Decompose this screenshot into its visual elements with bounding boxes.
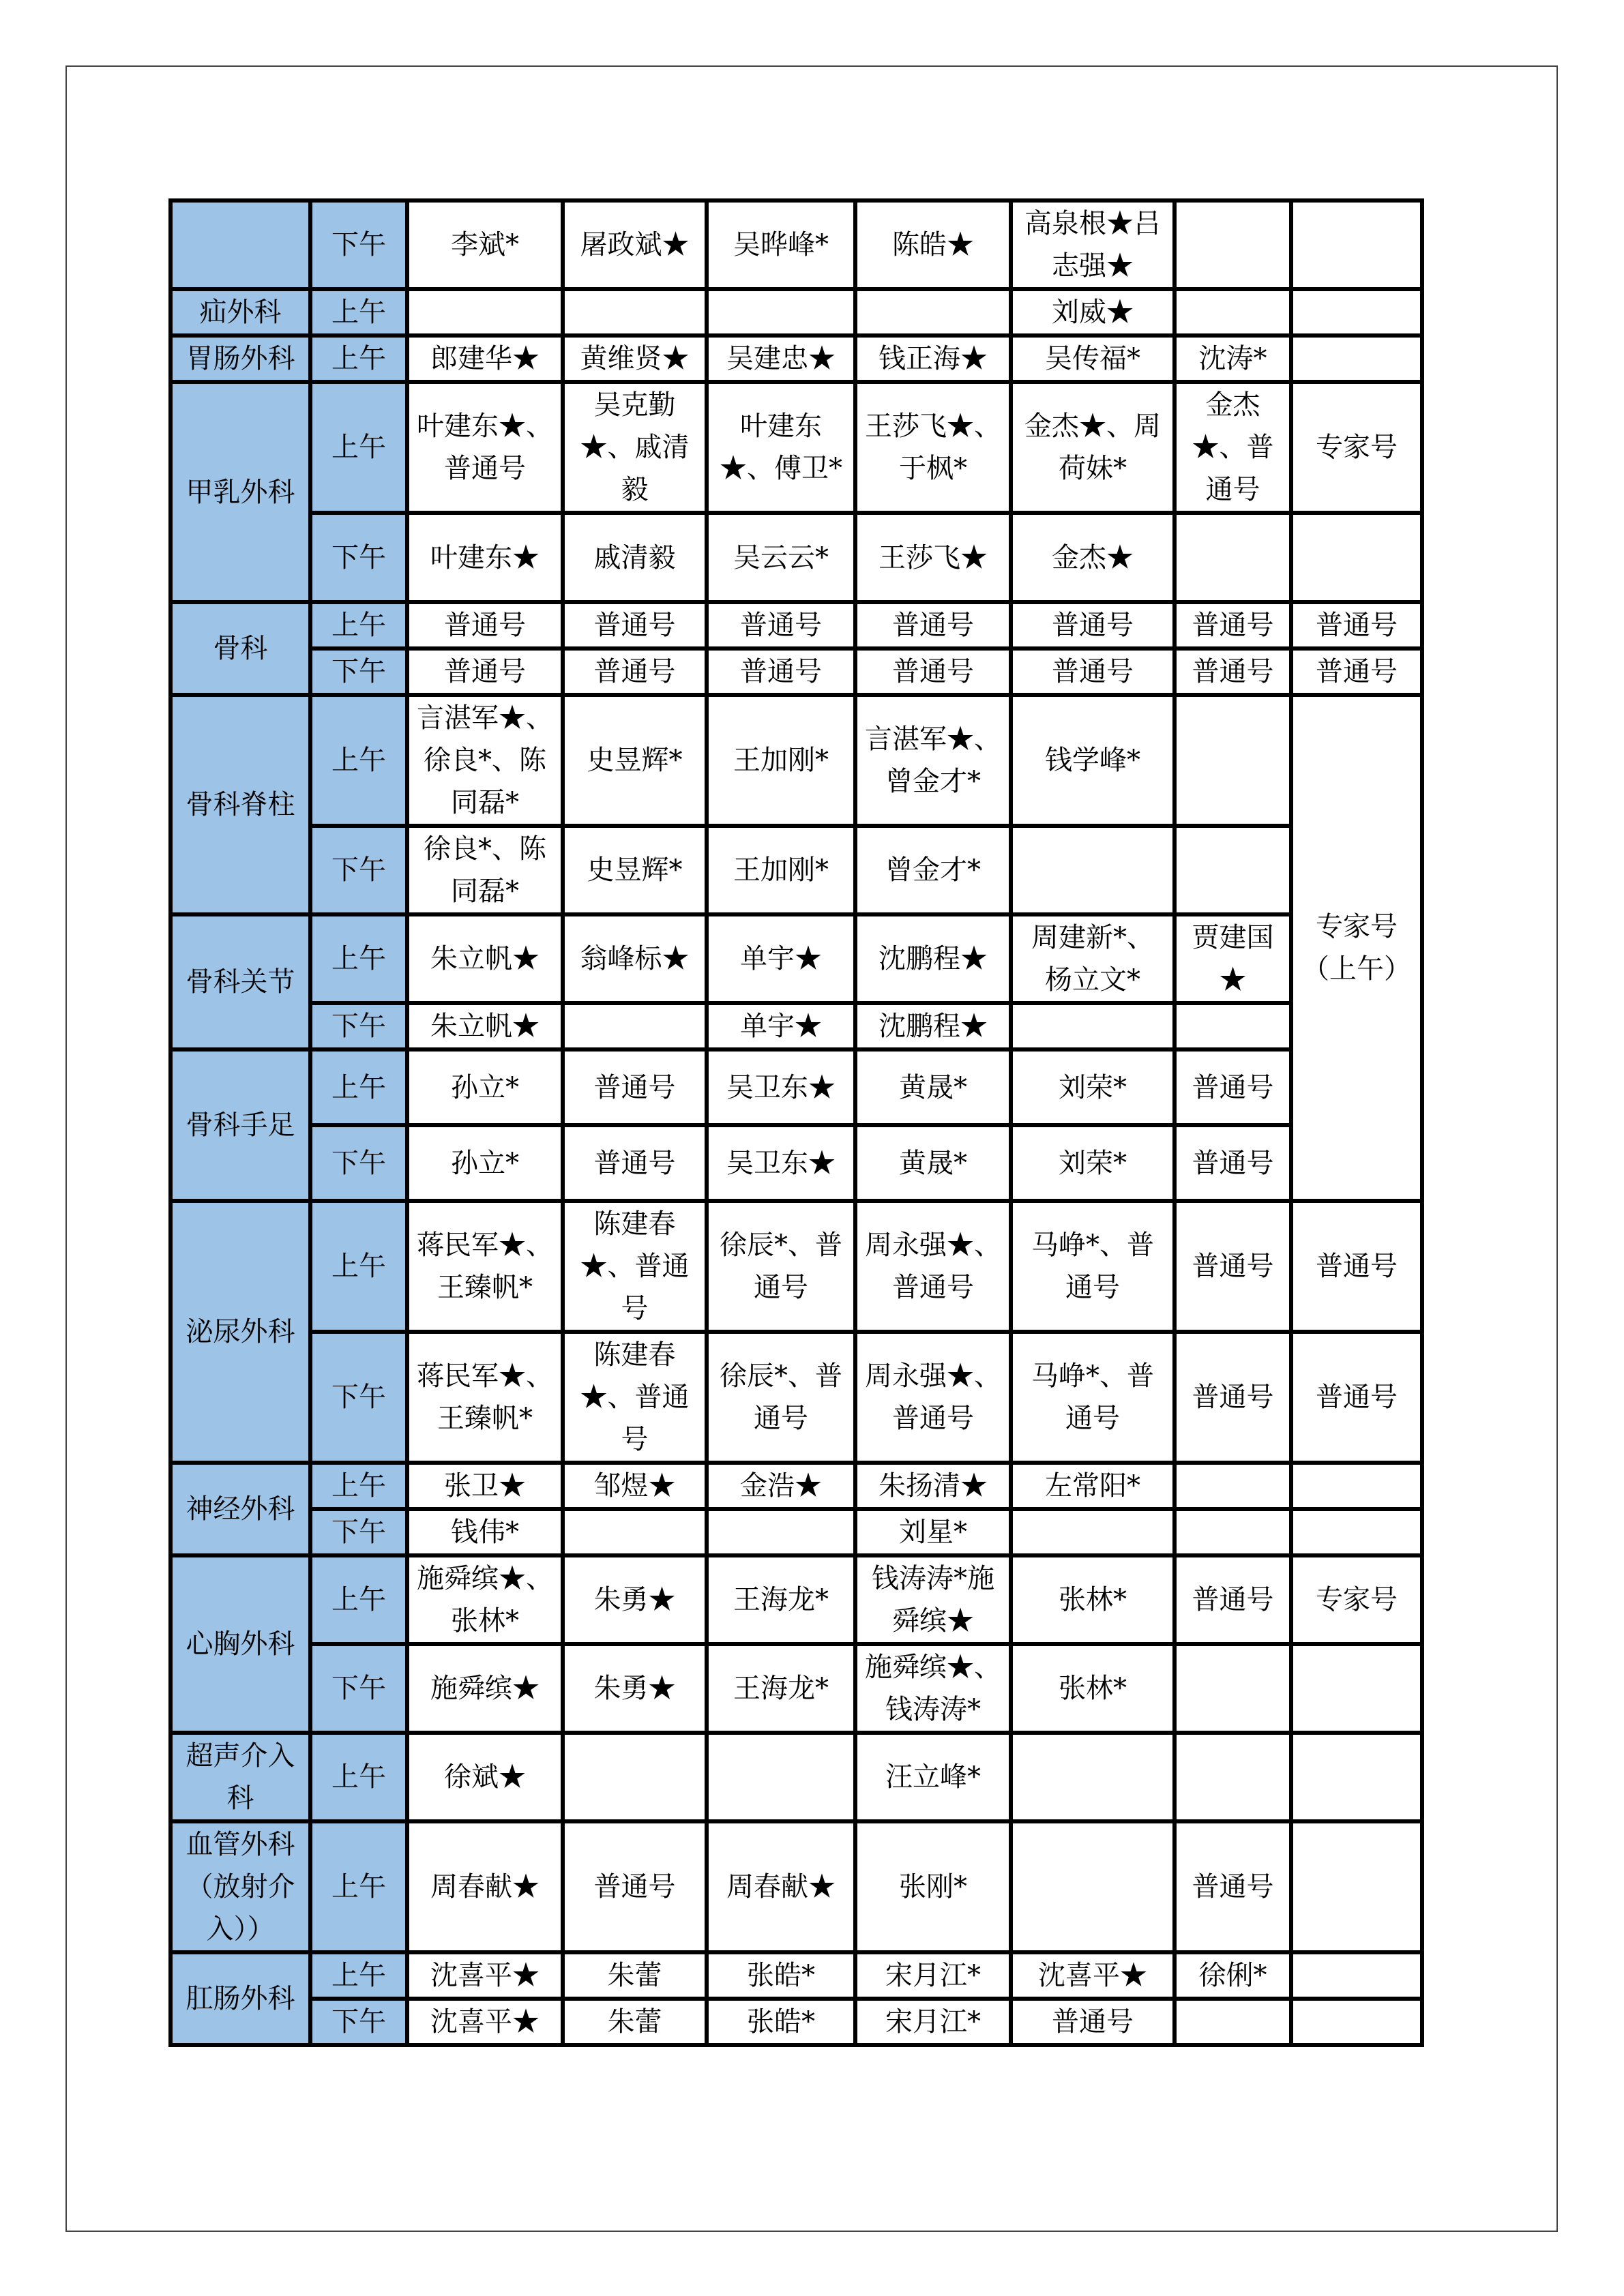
period-cell: 上午 <box>310 1952 407 1999</box>
doctor-cell: 张卫★ <box>407 1463 563 1509</box>
doctor-cell <box>1175 1463 1291 1509</box>
doctor-cell <box>1291 1999 1422 2045</box>
doctor-cell: 沈喜平★ <box>407 1952 563 1999</box>
doctor-cell: 普通号 <box>707 602 855 648</box>
doctor-cell: 普通号 <box>1291 1332 1422 1463</box>
doctor-cell <box>707 1733 855 1821</box>
doctor-cell <box>855 289 1011 336</box>
doctor-cell: 周春献★ <box>407 1821 563 1952</box>
doctor-cell: 吴建忠★ <box>707 336 855 382</box>
period-cell: 上午 <box>310 1201 407 1332</box>
doctor-cell: 普通号 <box>407 602 563 648</box>
doctor-cell: 李斌* <box>407 200 563 289</box>
doctor-cell <box>1291 1644 1422 1733</box>
table-row <box>171 513 1422 602</box>
doctor-cell: 普通号 <box>1175 1201 1291 1332</box>
period-cell: 下午 <box>310 826 407 914</box>
doctor-cell <box>1175 1509 1291 1555</box>
doctor-cell: 沈鹏程★ <box>855 1003 1011 1049</box>
doctor-cell: 宋月江* <box>855 1999 1011 2045</box>
period-cell: 下午 <box>310 1509 407 1555</box>
doctor-cell: 蒋民军★、王臻帆* <box>407 1332 563 1463</box>
doctor-cell: 汪立峰* <box>855 1733 1011 1821</box>
doctor-cell: 沈鹏程★ <box>855 914 1011 1003</box>
dept-cell: 骨科手足 <box>171 1049 310 1201</box>
table-row <box>171 695 1422 826</box>
doctor-cell: 曾金才* <box>855 826 1011 914</box>
table-row <box>171 382 1422 513</box>
doctor-cell: 陈建春★、普通号 <box>563 1201 707 1332</box>
doctor-cell: 张林* <box>1011 1555 1175 1644</box>
doctor-cell: 黄晟* <box>855 1049 1011 1125</box>
doctor-cell: 史昱辉* <box>563 826 707 914</box>
period-cell: 上午 <box>310 1049 407 1125</box>
doctor-cell: 黄晟* <box>855 1125 1011 1201</box>
doctor-cell: 马峥*、普通号 <box>1011 1201 1175 1332</box>
doctor-cell: 普通号 <box>1011 602 1175 648</box>
doctor-cell: 言湛军★、曾金才* <box>855 695 1011 826</box>
doctor-cell: 金浩★ <box>707 1463 855 1509</box>
doctor-cell: 贾建国★ <box>1175 914 1291 1003</box>
doctor-cell: 普通号 <box>1291 602 1422 648</box>
doctor-cell <box>1175 513 1291 602</box>
table-row <box>171 1999 1422 2045</box>
doctor-cell: 陈皓★ <box>855 200 1011 289</box>
doctor-cell <box>407 289 563 336</box>
doctor-cell: 周永强★、普通号 <box>855 1332 1011 1463</box>
expert-clinic-cell: 专家号（上午） <box>1291 695 1422 1201</box>
clinic-schedule-table <box>168 198 1424 2047</box>
doctor-cell: 专家号 <box>1291 1555 1422 1644</box>
doctor-cell: 普通号 <box>855 648 1011 695</box>
table-row <box>171 648 1422 695</box>
doctor-cell: 宋月江* <box>855 1952 1011 1999</box>
doctor-cell: 徐良*、陈同磊* <box>407 826 563 914</box>
period-cell: 上午 <box>310 336 407 382</box>
doctor-cell: 徐斌★ <box>407 1733 563 1821</box>
doctor-cell: 高泉根★吕志强★ <box>1011 200 1175 289</box>
doctor-cell: 朱立帆★ <box>407 914 563 1003</box>
dept-cell: 神经外科 <box>171 1463 310 1555</box>
dept-cell: 骨科脊柱 <box>171 695 310 914</box>
doctor-cell <box>563 289 707 336</box>
doctor-cell: 吴卫东★ <box>707 1125 855 1201</box>
doctor-cell: 戚清毅 <box>563 513 707 602</box>
doctor-cell: 普通号 <box>1011 648 1175 695</box>
table-row <box>171 1332 1422 1463</box>
doctor-cell: 朱立帆★ <box>407 1003 563 1049</box>
doctor-cell: 金杰★、普通号 <box>1175 382 1291 513</box>
doctor-cell <box>1175 695 1291 826</box>
period-cell: 上午 <box>310 1555 407 1644</box>
doctor-cell <box>1291 200 1422 289</box>
doctor-cell: 吴卫东★ <box>707 1049 855 1125</box>
period-cell: 上午 <box>310 1733 407 1821</box>
period-cell: 下午 <box>310 513 407 602</box>
table-row <box>171 602 1422 648</box>
doctor-cell <box>1011 1733 1175 1821</box>
table-row <box>171 289 1422 336</box>
doctor-cell: 孙立* <box>407 1125 563 1201</box>
doctor-cell: 普通号 <box>1175 1555 1291 1644</box>
doctor-cell <box>1291 1821 1422 1952</box>
period-cell: 上午 <box>310 695 407 826</box>
dept-cell <box>171 200 310 289</box>
doctor-cell: 普通号 <box>407 648 563 695</box>
doctor-cell <box>563 1509 707 1555</box>
doctor-cell: 普通号 <box>1011 1999 1175 2045</box>
doctor-cell: 朱蕾 <box>563 1999 707 2045</box>
table-row <box>171 1555 1422 1644</box>
doctor-cell: 钱涛涛*施舜缤★ <box>855 1555 1011 1644</box>
doctor-cell: 徐俐* <box>1175 1952 1291 1999</box>
period-cell: 上午 <box>310 1821 407 1952</box>
doctor-cell: 普通号 <box>855 602 1011 648</box>
doctor-cell: 专家号 <box>1291 382 1422 513</box>
period-cell: 上午 <box>310 289 407 336</box>
doctor-cell: 刘荣* <box>1011 1049 1175 1125</box>
doctor-cell: 吴克勤★、戚清毅 <box>563 382 707 513</box>
dept-cell: 骨科关节 <box>171 914 310 1049</box>
doctor-cell <box>1291 1733 1422 1821</box>
period-cell: 下午 <box>310 1999 407 2045</box>
table-row <box>171 826 1422 914</box>
doctor-cell: 周永强★、普通号 <box>855 1201 1011 1332</box>
doctor-cell: 孙立* <box>407 1049 563 1125</box>
doctor-cell: 施舜缤★、钱涛涛* <box>855 1644 1011 1733</box>
table-row <box>171 914 1422 1003</box>
doctor-cell: 刘威★ <box>1011 289 1175 336</box>
dept-cell: 骨科 <box>171 602 310 695</box>
doctor-cell <box>563 1003 707 1049</box>
period-cell: 上午 <box>310 1463 407 1509</box>
doctor-cell <box>1175 289 1291 336</box>
doctor-cell: 金杰★、周荷妹* <box>1011 382 1175 513</box>
doctor-cell: 邹煜★ <box>563 1463 707 1509</box>
doctor-cell: 普通号 <box>1175 1049 1291 1125</box>
doctor-cell: 普通号 <box>1291 648 1422 695</box>
doctor-cell: 沈喜平★ <box>407 1999 563 2045</box>
doctor-cell: 吴晔峰* <box>707 200 855 289</box>
dept-cell: 肛肠外科 <box>171 1952 310 2045</box>
doctor-cell: 朱勇★ <box>563 1644 707 1733</box>
doctor-cell: 沈涛* <box>1175 336 1291 382</box>
doctor-cell: 朱蕾 <box>563 1952 707 1999</box>
doctor-cell <box>1291 289 1422 336</box>
doctor-cell: 王海龙* <box>707 1644 855 1733</box>
table-row <box>171 1509 1422 1555</box>
period-cell: 下午 <box>310 648 407 695</box>
table-row <box>171 200 1422 289</box>
doctor-cell <box>1175 1644 1291 1733</box>
doctor-cell: 黄维贤★ <box>563 336 707 382</box>
doctor-cell <box>1011 1509 1175 1555</box>
period-cell: 上午 <box>310 602 407 648</box>
table-row <box>171 1003 1422 1049</box>
table-row <box>171 1821 1422 1952</box>
dept-cell: 超声介入科 <box>171 1733 310 1821</box>
doctor-cell <box>1011 826 1175 914</box>
table-row <box>171 1644 1422 1733</box>
doctor-cell <box>563 1733 707 1821</box>
dept-cell: 血管外科（放射介入）） <box>171 1821 310 1952</box>
doctor-cell: 陈建春★、普通号 <box>563 1332 707 1463</box>
doctor-cell: 王海龙* <box>707 1555 855 1644</box>
doctor-cell <box>1291 1952 1422 1999</box>
doctor-cell: 翁峰标★ <box>563 914 707 1003</box>
doctor-cell: 施舜缤★ <box>407 1644 563 1733</box>
doctor-cell: 叶建东★、傅卫* <box>707 382 855 513</box>
doctor-cell: 左常阳* <box>1011 1463 1175 1509</box>
doctor-cell: 徐辰*、普通号 <box>707 1332 855 1463</box>
doctor-cell: 周建新*、杨立文* <box>1011 914 1175 1003</box>
doctor-cell: 施舜缤★、张林* <box>407 1555 563 1644</box>
doctor-cell: 钱学峰* <box>1011 695 1175 826</box>
table-row <box>171 1049 1422 1125</box>
doctor-cell: 普通号 <box>1291 1201 1422 1332</box>
doctor-cell <box>1011 1003 1175 1049</box>
doctor-cell: 普通号 <box>563 1049 707 1125</box>
doctor-cell <box>1175 826 1291 914</box>
table-row <box>171 1125 1422 1201</box>
table-row <box>171 1733 1422 1821</box>
doctor-cell: 王加刚* <box>707 695 855 826</box>
doctor-cell: 沈喜平★ <box>1011 1952 1175 1999</box>
doctor-cell <box>1175 1003 1291 1049</box>
doctor-cell: 普通号 <box>1175 1125 1291 1201</box>
period-cell: 下午 <box>310 200 407 289</box>
doctor-cell <box>1011 1821 1175 1952</box>
doctor-cell: 周春献★ <box>707 1821 855 1952</box>
doctor-cell: 吴云云* <box>707 513 855 602</box>
dept-cell: 泌尿外科 <box>171 1201 310 1463</box>
doctor-cell: 叶建东★ <box>407 513 563 602</box>
doctor-cell <box>707 1509 855 1555</box>
doctor-cell: 吴传福* <box>1011 336 1175 382</box>
doctor-cell: 普通号 <box>1175 648 1291 695</box>
table-row <box>171 1463 1422 1509</box>
doctor-cell: 普通号 <box>563 1821 707 1952</box>
doctor-cell: 史昱辉* <box>563 695 707 826</box>
doctor-cell: 钱伟* <box>407 1509 563 1555</box>
doctor-cell: 郎建华★ <box>407 336 563 382</box>
doctor-cell: 屠政斌★ <box>563 200 707 289</box>
period-cell: 下午 <box>310 1125 407 1201</box>
period-cell: 上午 <box>310 382 407 513</box>
doctor-cell: 王莎飞★、于枫* <box>855 382 1011 513</box>
doctor-cell: 王加刚* <box>707 826 855 914</box>
dept-cell: 疝外科 <box>171 289 310 336</box>
doctor-cell <box>1291 1509 1422 1555</box>
doctor-cell <box>1175 1999 1291 2045</box>
doctor-cell: 张皓* <box>707 1952 855 1999</box>
period-cell: 下午 <box>310 1003 407 1049</box>
doctor-cell: 张皓* <box>707 1999 855 2045</box>
doctor-cell: 单宇★ <box>707 1003 855 1049</box>
doctor-cell: 刘荣* <box>1011 1125 1175 1201</box>
period-cell: 下午 <box>310 1644 407 1733</box>
doctor-cell <box>1175 1733 1291 1821</box>
dept-cell: 胃肠外科 <box>171 336 310 382</box>
doctor-cell: 钱正海★ <box>855 336 1011 382</box>
doctor-cell: 单宇★ <box>707 914 855 1003</box>
doctor-cell <box>707 289 855 336</box>
doctor-cell: 朱勇★ <box>563 1555 707 1644</box>
doctor-cell <box>1291 336 1422 382</box>
doctor-cell: 张刚* <box>855 1821 1011 1952</box>
doctor-cell: 张林* <box>1011 1644 1175 1733</box>
table-row <box>171 336 1422 382</box>
doctor-cell: 金杰★ <box>1011 513 1175 602</box>
doctor-cell: 普通号 <box>1175 1821 1291 1952</box>
doctor-cell: 王莎飞★ <box>855 513 1011 602</box>
doctor-cell: 普通号 <box>563 602 707 648</box>
dept-cell: 心胸外科 <box>171 1555 310 1733</box>
doctor-cell <box>1291 513 1422 602</box>
doctor-cell <box>1175 200 1291 289</box>
doctor-cell: 普通号 <box>707 648 855 695</box>
doctor-cell: 徐辰*、普通号 <box>707 1201 855 1332</box>
doctor-cell: 刘星* <box>855 1509 1011 1555</box>
period-cell: 下午 <box>310 1332 407 1463</box>
table-row <box>171 1952 1422 1999</box>
doctor-cell: 蒋民军★、王臻帆* <box>407 1201 563 1332</box>
doctor-cell: 马峥*、普通号 <box>1011 1332 1175 1463</box>
doctor-cell <box>1291 1463 1422 1509</box>
doctor-cell: 叶建东★、普通号 <box>407 382 563 513</box>
doctor-cell: 言湛军★、徐良*、陈同磊* <box>407 695 563 826</box>
doctor-cell: 普通号 <box>1175 602 1291 648</box>
doctor-cell: 普通号 <box>1175 1332 1291 1463</box>
doctor-cell: 普通号 <box>563 648 707 695</box>
doctor-cell: 普通号 <box>563 1125 707 1201</box>
period-cell: 上午 <box>310 914 407 1003</box>
doctor-cell: 朱扬清★ <box>855 1463 1011 1509</box>
table-row <box>171 1201 1422 1332</box>
dept-cell: 甲乳外科 <box>171 382 310 602</box>
